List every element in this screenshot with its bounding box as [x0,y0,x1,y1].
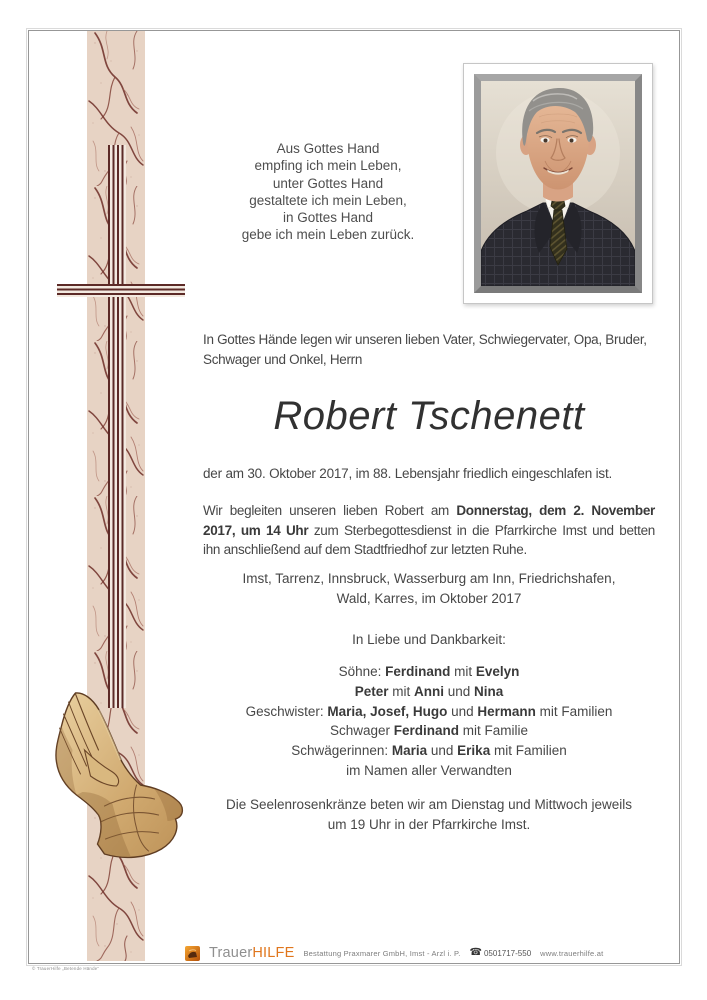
funeral-line: Wir begleiten unseren lieben Robert am Donnerstag, dem 2. November [203,503,655,518]
praying-hands-image [28,688,194,866]
cross-vertical-band [108,145,126,708]
image-copyright: © TrauerHilfe „Betende Hände“ [32,966,100,971]
footer-phone [470,948,532,958]
poem-line: gestaltete ich mein Leben, [249,192,407,208]
mourners-list [203,662,655,781]
intro-line: Schwager und Onkel, Herrn [203,352,363,367]
mourners-line: Geschwister: Maria, Josef, Hugo und Hermann mit Familien [245,703,613,719]
phone-number: 0501717-550 [483,948,532,958]
rosary-line: Die Seelenrosenkränze beten wir am Dienstag und Mittwoch jeweils [226,797,632,812]
portrait-photo [474,74,642,293]
footer-brand-bar [185,944,603,962]
poem-line: in Gottes Hand [282,210,374,226]
funeral-announcement [203,501,655,560]
mourners-line: Schwägerinnen: Maria und Erika mit Familien [291,743,567,759]
mourners-line: Söhne: Ferdinand mit Evelyn [338,664,520,679]
brand-orange: HILFE [252,945,295,961]
intro-line: In Gottes Hände legen wir unseren lieben Vater, Schwiegervater, Opa, Bruder, [203,332,647,347]
trauerhilfe-logo-icon [185,946,200,961]
places-line-1: Imst, Tarrenz, Innsbruck, Wasserburg am Inn, Friedrichshafen, [242,571,616,586]
death-statement: der am 30. Oktober 2017, im 88. Lebensjahr friedlich eingeschlafen ist. [203,466,613,481]
deceased-name: Robert Tschenett [273,394,585,438]
poem-line: unter Gottes Hand [272,175,384,191]
portrait-photo-frame [463,63,653,304]
mourners-line: Schwager Ferdinand mit Familie [329,723,529,739]
brand-gray: Trauer [209,945,253,961]
footer-website: www.trauerhilfe.at [540,948,604,958]
poem-line: empfing ich mein Leben, [254,158,402,174]
gratitude-line: In Liebe und Dankbarkeit: [352,632,506,647]
funeral-line: ihn anschließend auf dem Stadtfriedhof zur letzten Ruhe. [203,542,527,557]
intro-paragraph [203,330,655,370]
phone-icon: ☎ [469,947,482,958]
rosary-note [203,795,655,834]
opening-poem [195,140,461,244]
mourners-line: im Namen aller Verwandten [346,762,512,778]
trauerhilfe-logo-text [209,945,294,961]
mourners-line: Peter mit Anni und Nina [354,683,504,699]
cross-horizontal-band [57,284,185,297]
rosary-line: um 19 Uhr in der Pfarrkirche Imst. [327,816,531,832]
funeral-line: 2017, um 14 Uhr zum Sterbegottesdienst in die Pfarrkirche Imst und betten [203,522,655,538]
footer-company: Bestattung Praxmarer GmbH, Imst - Arzl i. P. [303,948,461,958]
poem-line: Aus Gottes Hand [276,141,380,156]
places-line-2: Wald, Karres, im Oktober 2017 [336,590,522,606]
poem-line: gebe ich mein Leben zurück. [241,227,415,243]
places-line [203,569,655,608]
